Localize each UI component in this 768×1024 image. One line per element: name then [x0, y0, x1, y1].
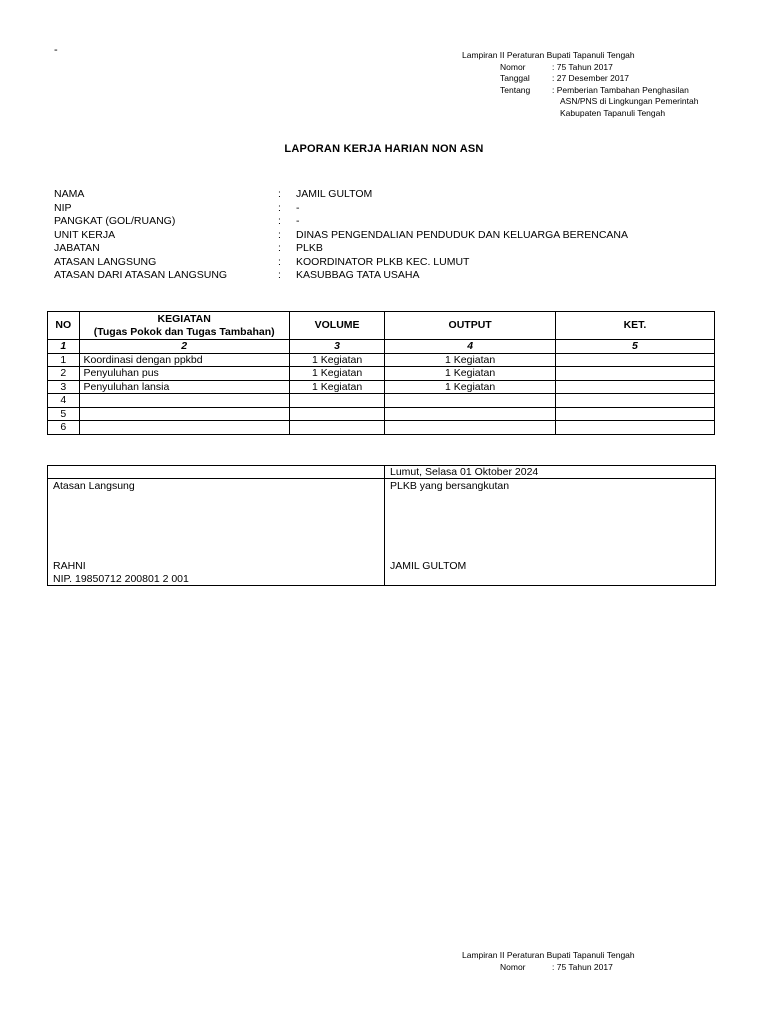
signature-right-name: JAMIL GULTOM — [390, 560, 467, 572]
cell-no: 4 — [48, 394, 80, 408]
corner-dash: - — [54, 44, 58, 56]
identity-separator: : — [278, 188, 281, 200]
cell-ket — [555, 367, 714, 381]
signature-date-empty — [48, 466, 385, 479]
signature-body-row — [48, 479, 716, 586]
table-header-row — [48, 312, 715, 340]
header-kegiatan-line2: (Tugas Pokok dan Tugas Tambahan) — [93, 325, 275, 338]
column-number: 3 — [289, 340, 384, 354]
identity-label: NIP — [54, 201, 72, 214]
identity-row-unit-kerja — [54, 229, 628, 243]
cell-output — [385, 407, 556, 421]
cell-volume — [289, 394, 384, 408]
tanggal-label: Tanggal — [500, 73, 530, 83]
cell-output: 1 Kegiatan — [385, 367, 556, 381]
header-no: NO — [48, 312, 80, 340]
cell-ket — [555, 394, 714, 408]
cell-no: 1 — [48, 353, 80, 367]
footer-lampiran-title: Lampiran II Peraturan Bupati Tapanuli Tengah — [462, 950, 635, 960]
identity-separator: : — [278, 269, 281, 281]
footer-lampiran — [462, 950, 635, 973]
cell-ket — [555, 380, 714, 394]
footer-lampiran-nomor — [462, 962, 635, 974]
identity-row-pangkat — [54, 215, 628, 229]
signature-left-role: Atasan Langsung — [53, 480, 135, 492]
column-number: 5 — [555, 340, 714, 354]
cell-ket — [555, 421, 714, 435]
cell-output: 1 Kegiatan — [385, 353, 556, 367]
table-row — [48, 367, 715, 381]
cell-volume: 1 Kegiatan — [289, 353, 384, 367]
signature-date-row — [48, 466, 716, 479]
cell-output — [385, 421, 556, 435]
cell-volume — [289, 407, 384, 421]
identity-value: - — [296, 201, 300, 214]
cell-ket — [555, 407, 714, 421]
tentang-label: Tentang — [500, 84, 531, 95]
column-number-row — [48, 340, 715, 354]
cell-kegiatan: Koordinasi dengan ppkbd — [79, 353, 289, 367]
identity-value: DINAS PENGENDALIAN PENDUDUK DAN KELUARGA BERENCANA — [296, 228, 628, 241]
signature-right — [385, 479, 716, 586]
report-title: LAPORAN KERJA HARIAN NON ASN — [284, 143, 484, 155]
cell-volume: 1 Kegiatan — [289, 367, 384, 381]
signature-place-date: Lumut, Selasa 01 Oktober 2024 — [385, 466, 716, 479]
column-number: 2 — [79, 340, 289, 354]
footer-nomor-value: : 75 Tahun 2017 — [552, 961, 613, 972]
cell-kegiatan — [79, 394, 289, 408]
signature-left-name: RAHNI — [53, 560, 86, 572]
cell-kegiatan — [79, 421, 289, 435]
identity-block — [54, 188, 628, 283]
cell-kegiatan: Penyuluhan pus — [79, 367, 289, 381]
signature-left — [48, 479, 385, 586]
tanggal-value: : 27 Desember 2017 — [552, 73, 630, 83]
cell-no: 6 — [48, 421, 80, 435]
header-kegiatan-line1: KEGIATAN — [157, 313, 211, 325]
identity-separator: : — [278, 201, 281, 214]
header-kegiatan — [79, 312, 289, 340]
identity-row-jabatan — [54, 242, 628, 256]
cell-output — [385, 394, 556, 408]
column-number: 4 — [385, 340, 556, 354]
cell-ket — [555, 353, 714, 367]
identity-label: UNIT KERJA — [54, 228, 116, 241]
header-output: OUTPUT — [385, 312, 556, 340]
identity-row-atasan-dari-atasan — [54, 269, 628, 283]
identity-separator: : — [278, 215, 281, 227]
table-row — [48, 380, 715, 394]
tentang-cont-2: Kabupaten Tapanuli Tengah — [560, 107, 666, 118]
nomor-value: : 75 Tahun 2017 — [552, 61, 613, 72]
lampiran-title: Lampiran II Peraturan Bupati Tapanuli Tengah — [462, 50, 635, 60]
signature-left-nip: NIP. 19850712 200801 2 001 — [53, 573, 189, 585]
signature-right-role: PLKB yang bersangkutan — [390, 480, 510, 492]
footer-nomor-label: Nomor — [500, 961, 526, 972]
cell-volume: 1 Kegiatan — [289, 380, 384, 394]
lampiran-nomor — [462, 62, 698, 74]
table-row — [48, 407, 715, 421]
identity-value: JAMIL GULTOM — [296, 188, 373, 200]
identity-value: - — [296, 215, 300, 227]
activity-table — [47, 311, 715, 435]
identity-row-atasan-langsung — [54, 256, 628, 270]
identity-value: KASUBBAG TATA USAHA — [296, 269, 420, 281]
tentang-value: : Pemberian Tambahan Penghasilan — [552, 84, 689, 95]
cell-kegiatan: Penyuluhan lansia — [79, 380, 289, 394]
cell-output: 1 Kegiatan — [385, 380, 556, 394]
identity-value: PLKB — [296, 242, 323, 254]
header-volume: VOLUME — [289, 312, 384, 340]
cell-no: 5 — [48, 407, 80, 421]
lampiran-tanggal — [462, 73, 698, 85]
cell-kegiatan — [79, 407, 289, 421]
table-row — [48, 394, 715, 408]
identity-value: KOORDINATOR PLKB KEC. LUMUT — [296, 255, 470, 268]
lampiran-tentang — [462, 85, 698, 97]
identity-row-nama — [54, 188, 628, 202]
identity-label: NAMA — [54, 188, 85, 200]
identity-separator: : — [278, 242, 281, 254]
tentang-cont-1: ASN/PNS di Lingkungan Pemerintah — [560, 96, 699, 106]
identity-label: PANGKAT (GOL/RUANG) — [54, 215, 176, 227]
column-number: 1 — [48, 340, 80, 354]
identity-label: ATASAN LANGSUNG — [54, 255, 157, 268]
cell-no: 2 — [48, 367, 80, 381]
cell-volume — [289, 421, 384, 435]
identity-label: ATASAN DARI ATASAN LANGSUNG — [54, 269, 228, 281]
identity-separator: : — [278, 228, 281, 241]
identity-separator: : — [278, 255, 281, 268]
identity-label: JABATAN — [54, 242, 100, 254]
table-row — [48, 421, 715, 435]
cell-no: 3 — [48, 380, 80, 394]
signature-table — [47, 465, 716, 586]
header-lampiran — [462, 50, 698, 119]
identity-row-nip — [54, 202, 628, 216]
header-ket: KET. — [555, 312, 714, 340]
table-row — [48, 353, 715, 367]
nomor-label: Nomor — [500, 61, 526, 72]
